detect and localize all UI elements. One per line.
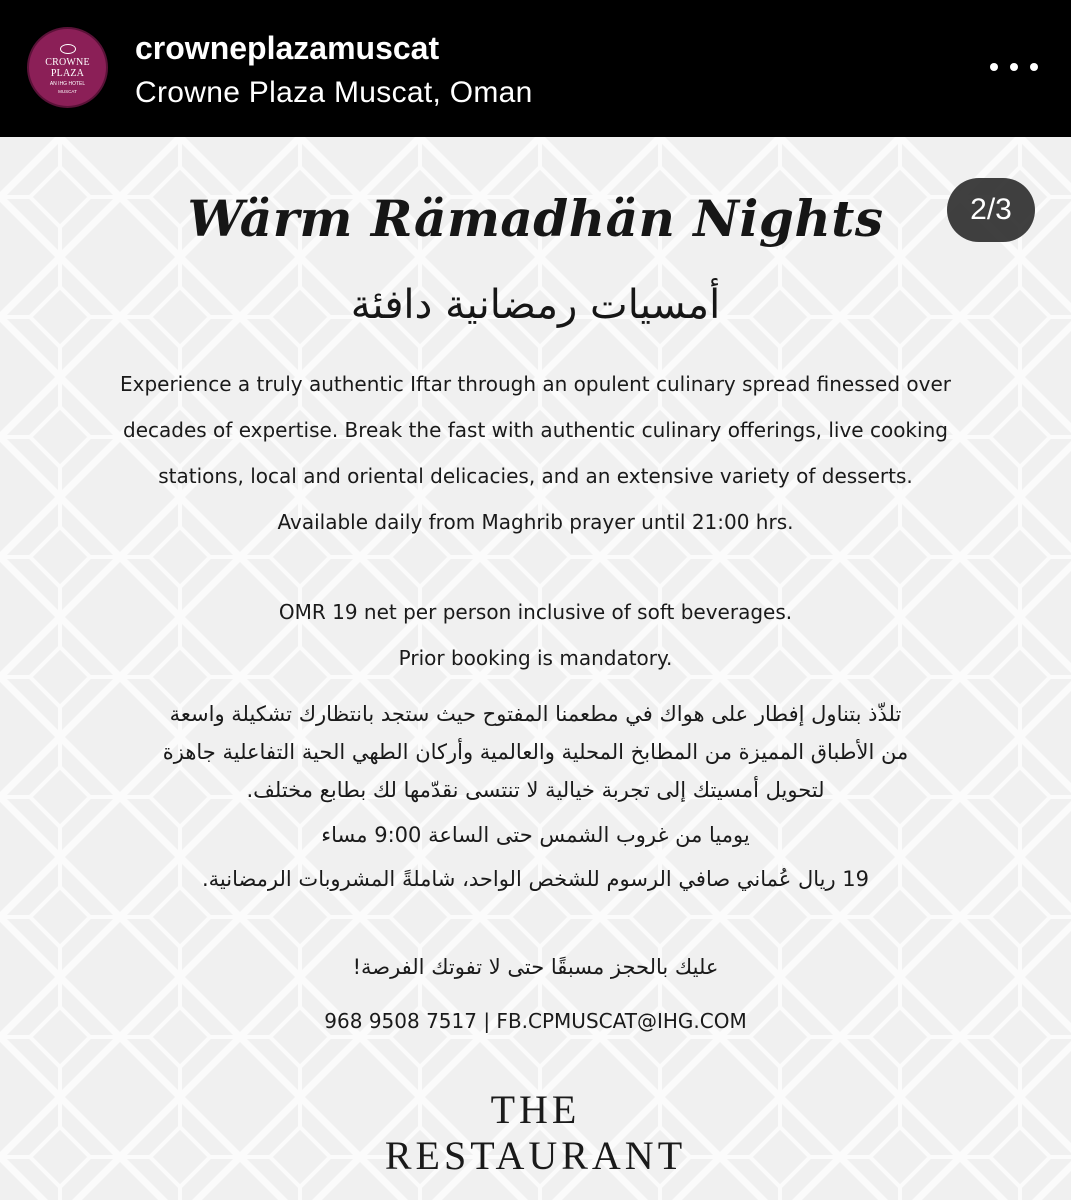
description-line: Experience a truly authentic Iftar through an opulent culinary spread finessed over <box>119 372 952 396</box>
post-header <box>0 0 1071 137</box>
restaurant-logo-line2: RESTAURANT <box>384 1133 687 1178</box>
description-line: Available daily from Maghrib prayer until 21:00 hrs. <box>277 510 794 534</box>
dot-icon <box>1030 63 1038 71</box>
price-arabic: 19 ريال عُماني صافي الرسوم للشخص الواحد، شاملةً المشروبات الرمضانية. <box>201 867 870 891</box>
crowne-plaza-logo-icon <box>60 44 76 54</box>
dot-icon <box>990 63 998 71</box>
description-line-arabic: لتحويل أمسيتك إلى تجربة خيالية لا تنتسى نقدّمها لك بطابع مختلف. <box>246 778 825 802</box>
dot-icon <box>1010 63 1018 71</box>
avatar-tagline: AN IHG HOTEL <box>49 81 86 87</box>
description-line: decades of expertise. Break the fast with authentic culinary offerings, live cooking <box>123 418 948 442</box>
description-line: stations, local and oriental delicacies, and an extensive variety of desserts. <box>158 464 913 488</box>
description-english <box>60 361 1011 545</box>
location[interactable]: Crowne Plaza Muscat, Oman <box>135 76 533 109</box>
description-arabic <box>90 695 981 809</box>
contact-info: 968 9508 7517 | FB.CPMUSCAT@IHG.COM <box>324 1009 747 1033</box>
post-image[interactable] <box>0 137 1071 1200</box>
restaurant-logo-line1: THE <box>490 1087 581 1132</box>
title-english: Wärm Rämadhän Nights <box>187 189 884 248</box>
booking-arabic: عليك بالحجز مسبقًا حتى لا تفوتك الفرصة! <box>352 955 719 979</box>
price-english <box>0 589 1071 681</box>
more-options-icon[interactable] <box>990 52 1038 82</box>
avatar-city: MUSCAT <box>58 89 77 94</box>
booking-line: Prior booking is mandatory. <box>398 646 673 670</box>
avatar-brand: CROWNE PLAZA <box>45 57 90 79</box>
username[interactable]: crowneplazamuscat <box>135 30 440 66</box>
carousel-counter: 2/3 <box>947 178 1035 242</box>
hours-arabic: يوميا من غروب الشمس حتى الساعة 9:00 مساء <box>321 823 750 847</box>
avatar[interactable] <box>27 27 108 108</box>
price-line: OMR 19 net per person inclusive of soft beverages. <box>278 600 793 624</box>
description-line-arabic: من الأطباق المميزة من المطابخ المحلية والعالمية وأركان الطهي الحية التفاعلية جاهزة <box>162 740 909 764</box>
description-line-arabic: تلذّذ بتناول إفطار على هواك في مطعمنا المفتوح حيث ستجد بانتظارك تشكيلة واسعة <box>169 702 902 726</box>
title-arabic: أمسيات رمضانية دافئة <box>350 282 721 328</box>
